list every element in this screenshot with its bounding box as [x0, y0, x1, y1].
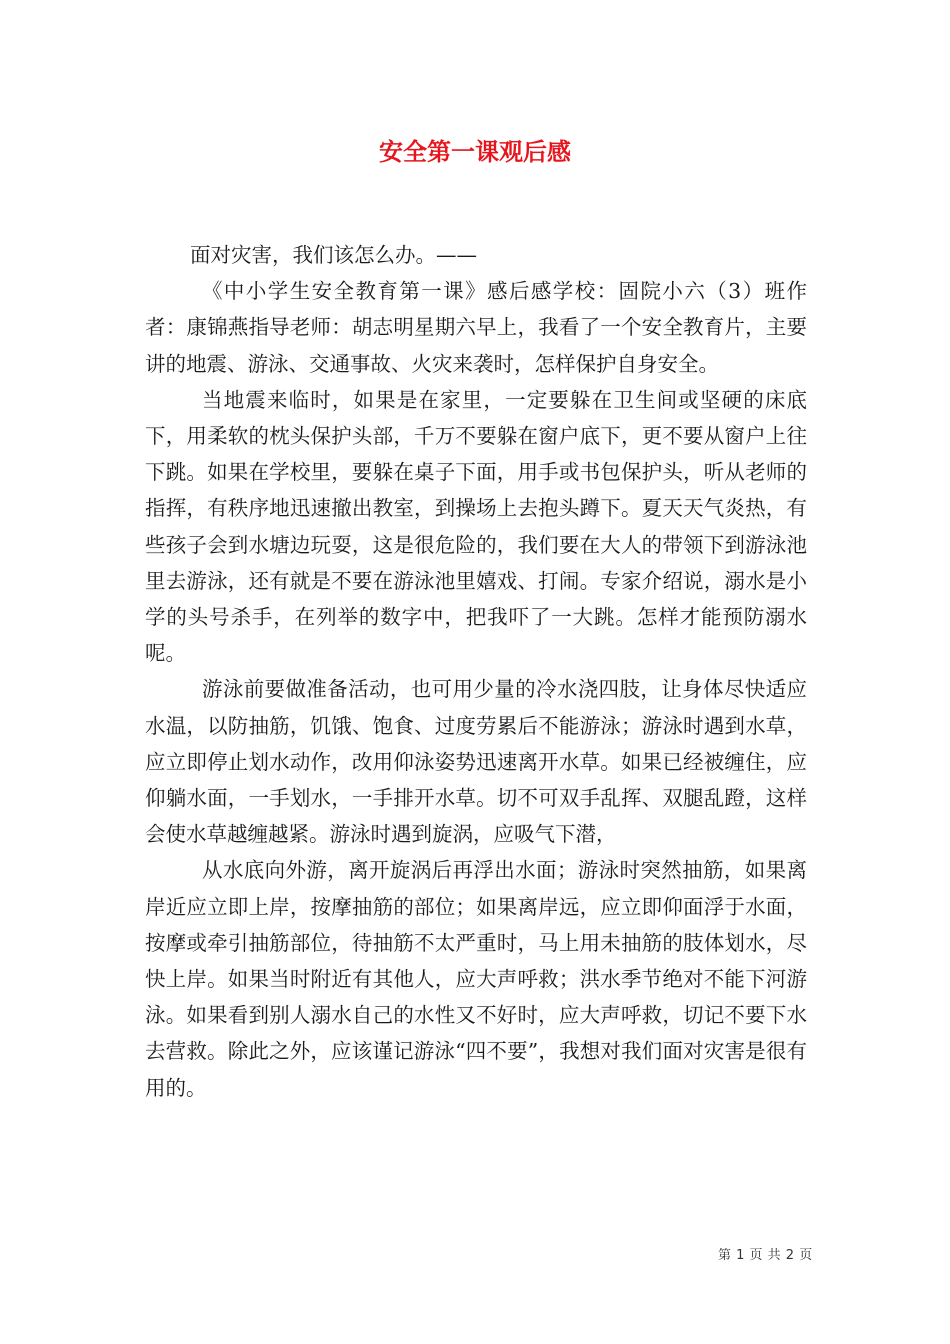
- paragraph-swimming-prep: 游泳前要做准备活动，也可用少量的冷水浇四肢，让身体尽快适应水温，以防抽筋，饥饿、饱食、过度劳累后不能游泳；游泳时遇到水草，应立即停止划水动作，改用仰泳姿势迅速离开水草。如果已经被缠住，应仰躺水面，一手划水，一手排开水草。切不可双手乱挥、双腿乱蹬，这样会使水草越缠越紧。游泳时遇到旋涡，应吸气下潜，: [145, 677, 807, 847]
- paragraph-earthquake: 当地震来临时，如果是在家里，一定要躲在卫生间或坚硬的床底下，用柔软的枕头保护头部，千万不要躲在窗户底下，更不要从窗户上往下跳。如果在学校里，要躲在桌子下面，用手或书包保护头，听从老师的指挥，有秩序地迅速撤出教室，到操场上去抱头蹲下。夏天天气炎热，有些孩子会到水塘边玩耍，这是很危险的，我们要在大人的带领下到游泳池里去游泳，还有就是不要在游泳池里嬉戏、打闹。专家介绍说，溺水是小学的头号杀手，在列举的数字中，把我吓了一大跳。怎样才能预防溺水呢。: [145, 387, 807, 666]
- document-title: 安全第一课观后感: [379, 138, 571, 166]
- paragraph-intro: 面对灾害，我们该怎么办。——: [190, 243, 477, 267]
- paragraph-school-info: 《中小学生安全教育第一课》感后感学校：固院小六（3）班作者：康锦燕指导老师：胡志明星期六早上，我看了一个安全教育片，主要讲的地震、游泳、交通事故、火灾来袭时，怎样保护自身安全。: [145, 279, 807, 376]
- paragraph-swimming-safety: 从水底向外游，离开旋涡后再浮出水面；游泳时突然抽筋，如果离岸近应立即上岸，按摩抽筋的部位；如果离岸远，应立即仰面浮于水面，按摩或牵引抽筋部位，待抽筋不太严重时，马上用未抽筋的肢体划水，尽快上岸。如果当时附近有其他人，应大声呼救；洪水季节绝对不能下河游泳。如果看到别人溺水自己的水性又不好时，应大声呼救，切记不要下水去营救。除此之外，应该谨记游泳“四不要”，我想对我们面对灾害是很有用的。: [145, 858, 807, 1100]
- page-indicator: 第 1 页 共 2 页: [718, 1248, 813, 1263]
- document-body: [145, 237, 807, 1106]
